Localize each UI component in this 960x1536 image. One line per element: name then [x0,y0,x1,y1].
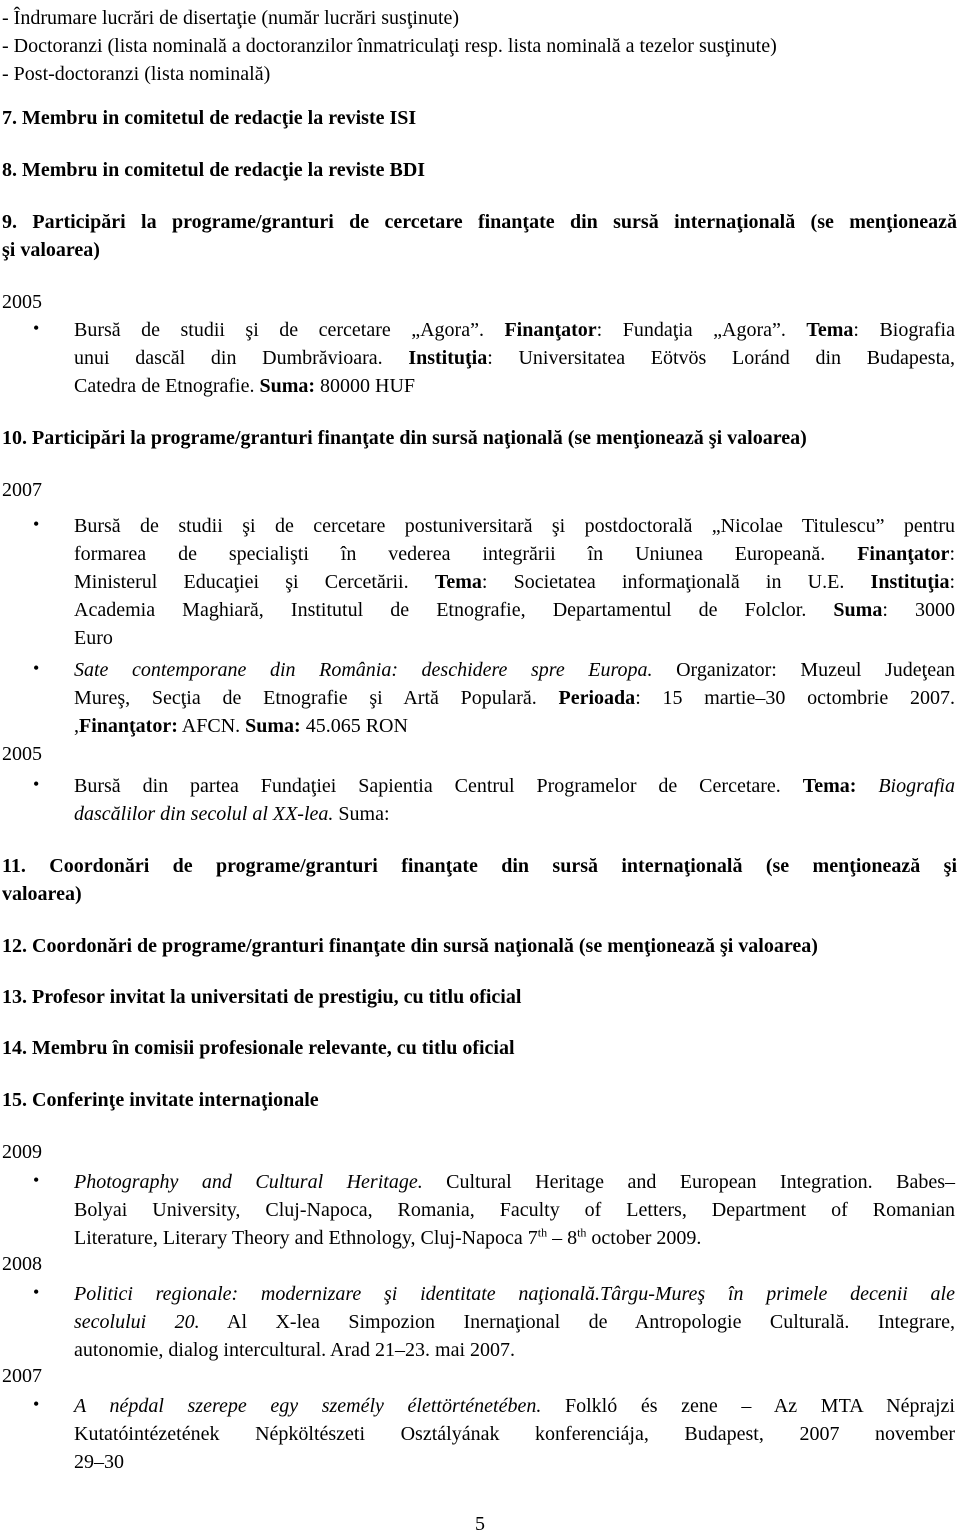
year-label: 2007 [2,1365,42,1387]
grant-10-1-line-1: Bursă de studii şi de cercetare postuniversitară şi postdoctorală „Nicolae Titulescu” pentru [74,515,955,537]
grant-9-1-line-3: Catedra de Etnografie. Suma: 80000 HUF [74,375,416,397]
conference-2008-line-3: autonomie, dialog intercultural. Arad 21–23. mai 2007. [74,1339,516,1361]
bullet-icon: • [33,658,40,678]
grant-10-1-line-5: Euro [74,627,113,649]
conference-2008-line-1: Politici regionale: modernizare şi identitate naţională.Târgu-Mureş în primele decenii ale [74,1283,955,1305]
year-label: 2009 [2,1141,42,1163]
section-11-heading-line-2: valoarea) [2,883,82,905]
conference-2007-line-2: Kutatóintézetének Népköltészeti Osztályának konferenciája, Budapest, 2007 november [74,1423,955,1445]
bullet-icon: • [33,1394,40,1414]
section-15-heading: 15. Conferinţe invitate internaţionale [2,1089,319,1111]
section-9-heading-line-1: 9. Participări la programe/granturi de cercetare finanţate din sursă internaţională (se menţionează [2,211,957,233]
grant-10-1-line-4: Academia Maghiară, Institutul de Etnografie, Departamentul de Folclor. Suma: 3000 [74,599,955,621]
grant-9-1-line-1: Bursă de studii şi de cercetare „Agora”. Finanţator: Fundaţia „Agora”. Tema: Biografia [74,319,955,341]
bullet-icon: • [33,1170,40,1190]
year-label: 2007 [2,479,42,501]
bullet-icon: • [33,514,40,534]
intro-line-3: - Post-doctoranzi (lista nominală) [2,63,271,85]
conference-2009-line-1: Photography and Cultural Heritage. Cultural Heritage and European Integration. Babes– [74,1171,955,1193]
grant-10-2-line-2: Mureş, Secţia de Etnografie şi Artă Populară. Perioada: 15 martie–30 octombrie 2007. [74,687,955,709]
bullet-icon: • [33,1282,40,1302]
section-11-heading-line-1: 11. Coordonări de programe/granturi finanţate din sursă internaţională (se menţionează şi [2,855,957,877]
section-8-heading: 8. Membru in comitetul de redacţie la reviste BDI [2,159,426,181]
page-number: 5 [475,1513,485,1535]
bullet-icon: • [33,774,40,794]
bullet-icon: • [33,318,40,338]
section-12-heading: 12. Coordonări de programe/granturi finanţate din sursă naţională (se menţionează şi valoarea) [2,935,818,957]
conference-2008-line-2: secolului 20. Al X-lea Simpozion Inernaţional de Antropologie Culturală. Integrare, [74,1311,955,1333]
year-label: 2005 [2,743,42,765]
section-13-heading: 13. Profesor invitat la universitati de prestigiu, cu titlu oficial [2,986,522,1008]
conference-2007-line-1: A népdal szerepe egy személy élettörténetében. Folkló és zene – Az MTA Néprajzi [74,1395,955,1417]
grant-10-2-line-3: ,Finanţator: AFCN. Suma: 45.065 RON [74,715,408,737]
section-9-heading-line-2: şi valoarea) [2,239,100,261]
intro-line-2: - Doctoranzi (lista nominală a doctoranzilor înmatriculaţi resp. lista nominală a tezelor susţinute) [2,35,777,57]
conference-2009-line-2: Bolyai University, Cluj-Napoca, Romania, Faculty of Letters, Department of Romanian [74,1199,955,1221]
section-10-heading: 10. Participări la programe/granturi finanţate din sursă naţională (se menţionează şi valoarea) [2,427,807,449]
grant-10-2-line-1: Sate contemporane din România: deschidere spre Europa. Organizator: Muzeul Judeţean [74,659,955,681]
conference-2009-line-3: Literature, Literary Theory and Ethnology, Cluj-Napoca 7th – 8th october 2009. [74,1225,702,1249]
grant-9-1-line-2: unui dascăl din Dumbrăvioara. Instituţia: Universitatea Eötvös Loránd din Budapesta, [74,347,956,369]
section-7-heading: 7. Membru in comitetul de redacţie la reviste ISI [2,107,417,129]
grant-10-3-line-1: Bursă din partea Fundaţiei Sapientia Centrul Programelor de Cercetare. Tema: Biografia [74,775,955,797]
grant-10-1-line-3: Ministerul Educaţiei şi Cercetării. Tema: Societatea informaţională in U.E. Instituţia: [74,571,955,593]
section-14-heading: 14. Membru în comisii profesionale relevante, cu titlu oficial [2,1037,515,1059]
year-label: 2005 [2,291,42,313]
conference-2007-line-3: 29–30 [74,1451,124,1473]
grant-10-1-line-2: formarea de specialişti în vederea integrării în Uniunea Europeană. Finanţator: [74,543,955,565]
intro-line-1: - Îndrumare lucrări de disertaţie (număr lucrări susţinute) [2,7,460,29]
year-label: 2008 [2,1253,42,1275]
grant-10-3-line-2: dascălilor din secolul al XX-lea. Suma: [74,803,390,825]
